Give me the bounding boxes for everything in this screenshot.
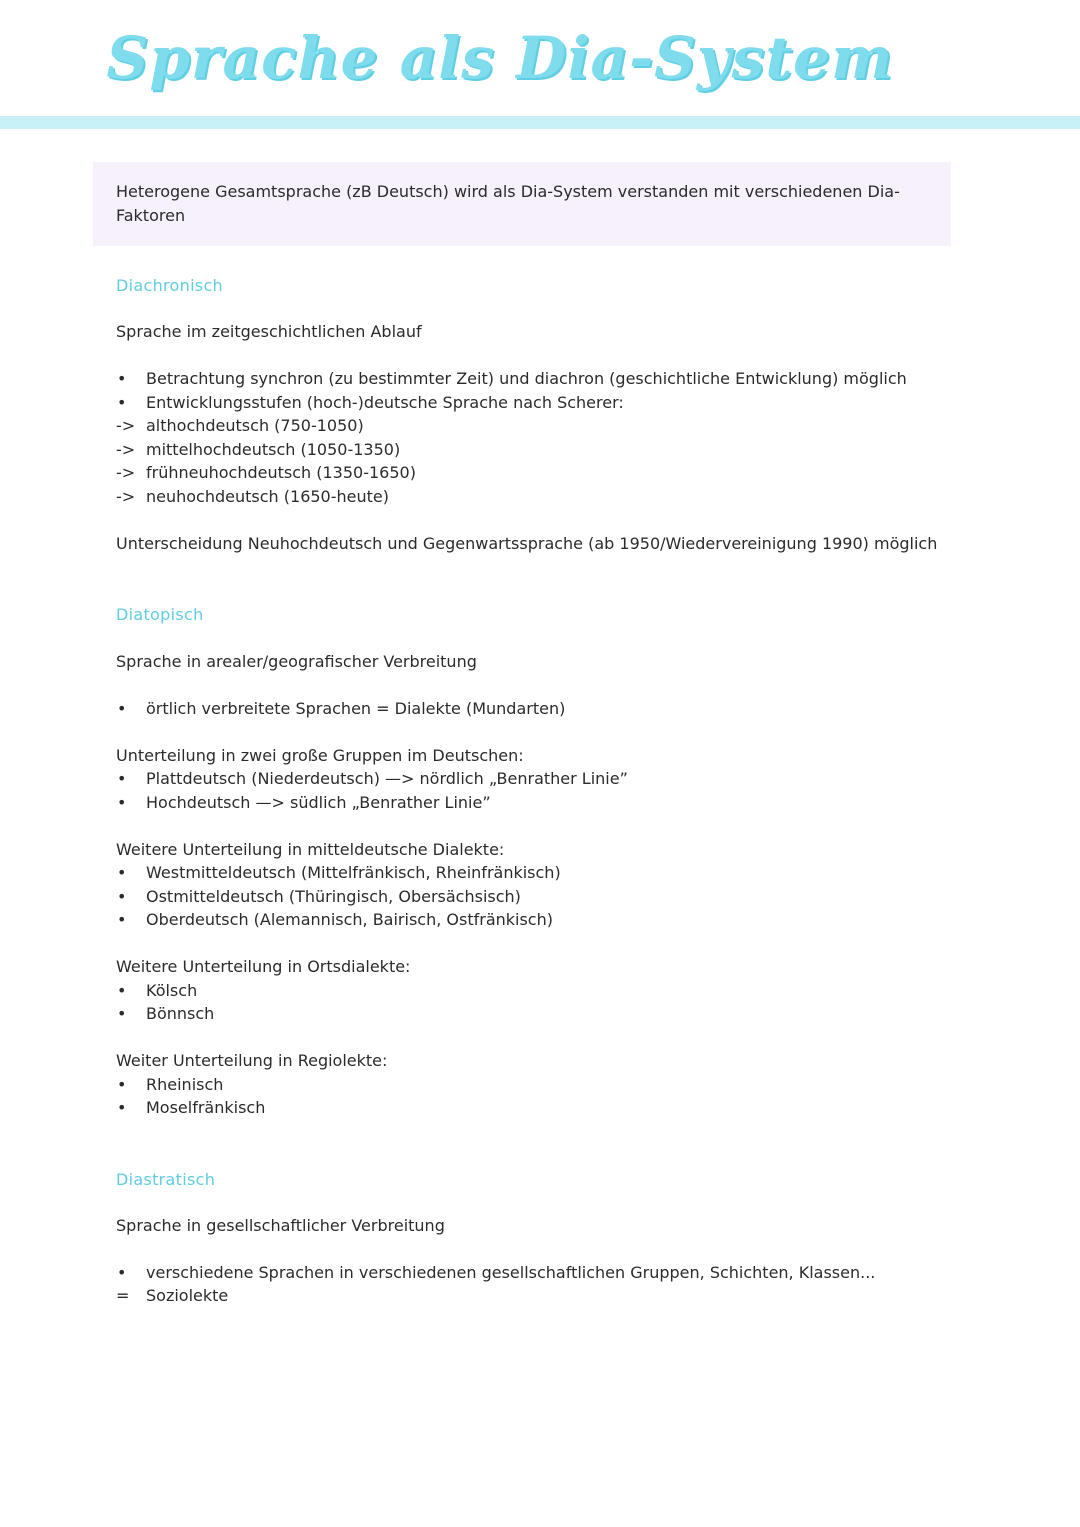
bullet-marker: • bbox=[117, 910, 127, 929]
list-item: • Entwicklungsstufen (hoch-)deutsche Sprache nach Scherer: bbox=[116, 391, 624, 415]
list-item: • Oberdeutsch (Alemannisch, Bairisch, Ostfränkisch) bbox=[116, 908, 553, 932]
list-item: • Rheinisch bbox=[116, 1073, 223, 1097]
bullet-marker: • bbox=[117, 1098, 127, 1117]
list-item: • Plattdeutsch (Niederdeutsch) —> nördlich „Benrather Linie” bbox=[116, 767, 628, 791]
list-item: • Betrachtung synchron (zu bestimmter Zeit) und diachron (geschichtliche Entwicklung) möglich bbox=[116, 367, 907, 391]
list-item: • Westmitteldeutsch (Mittelfränkisch, Rheinfränkisch) bbox=[116, 861, 561, 885]
bullet-marker: • bbox=[117, 981, 127, 1000]
title-underline-bar bbox=[0, 116, 1080, 129]
bullet-marker: • bbox=[117, 863, 127, 882]
list-item: -> frühneuhochdeutsch (1350-1650) bbox=[116, 461, 416, 485]
subtitle-diastratisch: Sprache in gesellschaftlicher Verbreitung bbox=[116, 1216, 445, 1235]
subtitle-diatopisch: Sprache in arealer/geografischer Verbreitung bbox=[116, 652, 477, 671]
group-label: Weitere Unterteilung in mitteldeutsche Dialekte: bbox=[116, 840, 505, 859]
bullet-marker: • bbox=[117, 1004, 127, 1023]
bullet-marker: • bbox=[117, 393, 127, 412]
list-item: • Hochdeutsch —> südlich „Benrather Linie” bbox=[116, 791, 491, 815]
group-label: Weitere Unterteilung in Ortsdialekte: bbox=[116, 957, 411, 976]
list-item: • Moselfränkisch bbox=[116, 1096, 265, 1120]
intro-text: Heterogene Gesamtsprache (zB Deutsch) wird als Dia-System verstanden mit verschiedenen Dia-Faktoren bbox=[116, 182, 900, 225]
list-item: • Ostmitteldeutsch (Thüringisch, Obersächsisch) bbox=[116, 885, 521, 909]
arrow-marker: -> bbox=[116, 463, 136, 482]
list-item: • Kölsch bbox=[116, 979, 197, 1003]
bullet-marker: • bbox=[117, 1263, 127, 1282]
bullet-marker: • bbox=[117, 793, 127, 812]
heading-diachronisch: Diachronisch bbox=[116, 276, 223, 295]
list-item: = Soziolekte bbox=[116, 1284, 228, 1308]
list-item: • örtlich verbreitete Sprachen = Dialekte (Mundarten) bbox=[116, 697, 565, 721]
bullet-marker: • bbox=[117, 769, 127, 788]
equals-marker: = bbox=[116, 1286, 130, 1305]
note-diachronisch: Unterscheidung Neuhochdeutsch und Gegenwartssprache (ab 1950/Wiedervereinigung 1990) möglich bbox=[116, 534, 938, 553]
group-label: Unterteilung in zwei große Gruppen im Deutschen: bbox=[116, 746, 524, 765]
heading-diatopisch: Diatopisch bbox=[116, 605, 204, 624]
bullet-marker: • bbox=[117, 887, 127, 906]
bullet-marker: • bbox=[117, 1075, 127, 1094]
heading-diastratisch: Diastratisch bbox=[116, 1170, 216, 1189]
arrow-marker: -> bbox=[116, 487, 136, 506]
bullet-marker: • bbox=[117, 699, 127, 718]
list-item: -> althochdeutsch (750-1050) bbox=[116, 414, 364, 438]
intro-box bbox=[93, 162, 951, 246]
list-item: -> neuhochdeutsch (1650-heute) bbox=[116, 485, 389, 509]
list-item: -> mittelhochdeutsch (1050-1350) bbox=[116, 438, 400, 462]
list-item: • verschiedene Sprachen in verschiedenen gesellschaftlichen Gruppen, Schichten, Klassen... bbox=[116, 1261, 875, 1285]
group-label: Weiter Unterteilung in Regiolekte: bbox=[116, 1051, 388, 1070]
page-title: Sprache als Dia-System bbox=[106, 24, 894, 92]
arrow-marker: -> bbox=[116, 440, 136, 459]
list-item: • Bönnsch bbox=[116, 1002, 214, 1026]
bullet-marker: • bbox=[117, 369, 127, 388]
arrow-marker: -> bbox=[116, 416, 136, 435]
subtitle-diachronisch: Sprache im zeitgeschichtlichen Ablauf bbox=[116, 322, 422, 341]
